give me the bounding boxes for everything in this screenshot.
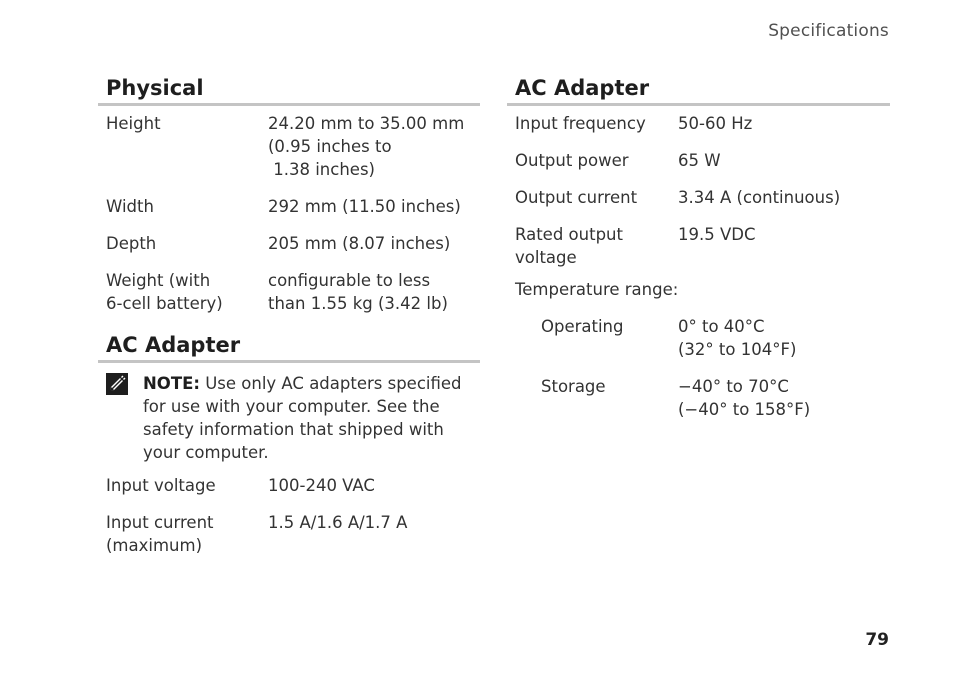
physical-section bbox=[106, 74, 480, 329]
spec-label: Storage bbox=[541, 377, 606, 396]
ac-adapter-title-left: AC Adapter bbox=[106, 333, 241, 357]
spec-row bbox=[515, 149, 890, 186]
spec-value: 1.5 A/1.6 A/1.7 A bbox=[268, 513, 408, 532]
right-column bbox=[515, 74, 890, 435]
spec-value: 50-60 Hz bbox=[678, 114, 753, 133]
section-divider bbox=[98, 360, 480, 363]
spec-label: Width bbox=[106, 197, 154, 216]
ac-adapter-spec-table-left bbox=[106, 474, 480, 571]
spec-label: Operating bbox=[541, 317, 624, 336]
spec-label: Weight (with 6-cell battery) bbox=[106, 271, 223, 313]
spec-value: 0° to 40°C (32° to 104°F) bbox=[678, 317, 797, 359]
spec-value: 292 mm (11.50 inches) bbox=[268, 197, 461, 216]
spec-value: 19.5 VDC bbox=[678, 225, 756, 244]
spec-value: 100-240 VAC bbox=[268, 476, 375, 495]
spec-value: −40° to 70°C (−40° to 158°F) bbox=[678, 377, 811, 419]
spec-row bbox=[106, 232, 480, 269]
spec-row bbox=[106, 474, 480, 511]
spec-row bbox=[106, 269, 480, 329]
spec-row bbox=[515, 186, 890, 223]
spec-value: 65 W bbox=[678, 151, 721, 170]
spec-label: Input frequency bbox=[515, 114, 646, 133]
spec-label: Output power bbox=[515, 151, 629, 170]
temperature-spec-table bbox=[515, 315, 890, 435]
ac-adapter-title-right: AC Adapter bbox=[515, 76, 650, 100]
spec-label: Input voltage bbox=[106, 476, 216, 495]
note-box bbox=[106, 372, 480, 464]
note-pencil-icon bbox=[106, 373, 128, 395]
ac-adapter-section-left bbox=[106, 331, 480, 571]
spec-row bbox=[515, 315, 890, 375]
spec-value: 205 mm (8.07 inches) bbox=[268, 234, 451, 253]
spec-label: Output current bbox=[515, 188, 638, 207]
spec-value: configurable to less than 1.55 kg (3.42 lb) bbox=[268, 271, 448, 313]
spec-row bbox=[515, 223, 890, 283]
ac-adapter-section-right bbox=[515, 74, 890, 435]
page-number: 79 bbox=[865, 630, 889, 650]
note-text bbox=[143, 372, 480, 464]
spec-label: Depth bbox=[106, 234, 157, 253]
spec-label: Height bbox=[106, 114, 161, 133]
left-column bbox=[106, 74, 480, 571]
physical-spec-table bbox=[106, 112, 480, 329]
running-header: Specifications bbox=[768, 21, 889, 41]
section-divider bbox=[98, 103, 480, 106]
spec-row bbox=[106, 195, 480, 232]
spec-row bbox=[515, 112, 890, 149]
spec-label: Rated output voltage bbox=[515, 225, 623, 267]
note-label: NOTE: bbox=[143, 374, 200, 393]
spec-row bbox=[106, 112, 480, 195]
spec-row bbox=[106, 511, 480, 571]
temperature-range-heading: Temperature range: bbox=[515, 280, 679, 299]
spec-label: Input current (maximum) bbox=[106, 513, 214, 555]
spec-row bbox=[515, 375, 890, 435]
note-body: Use only AC adapters specified for use with your computer. See the safety information that shipped with your computer. bbox=[143, 374, 462, 462]
spec-value: 3.34 A (continuous) bbox=[678, 188, 841, 207]
physical-title: Physical bbox=[106, 76, 204, 100]
section-divider bbox=[507, 103, 890, 106]
ac-adapter-spec-table-right bbox=[515, 112, 890, 283]
spec-value: 24.20 mm to 35.00 mm (0.95 inches to 1.38 inches) bbox=[268, 114, 465, 179]
